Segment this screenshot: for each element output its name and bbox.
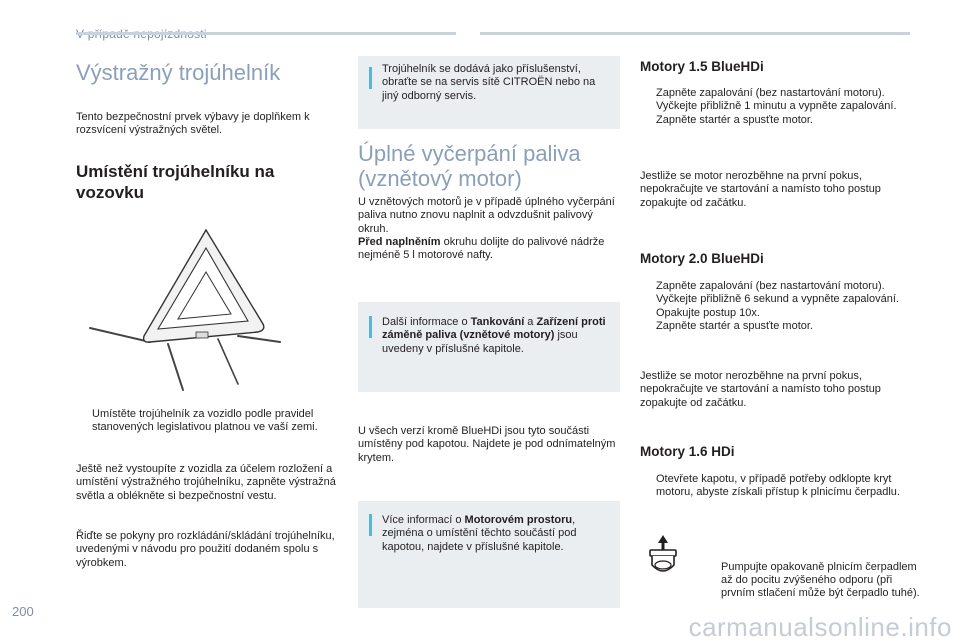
list-item-text: Opakujte postup 10x. — [656, 306, 760, 319]
note-text — [382, 514, 616, 554]
list-item — [640, 100, 902, 113]
header-rule-right — [480, 32, 910, 35]
list-item-text: Zapněte startér a spusťte motor. — [656, 113, 813, 126]
list-item-text: Zapněte zapalování (bez nastartování motoru). — [656, 87, 885, 99]
list-item-text: Pumpujte opakovaně plnicím čerpadlem až do pocitu zvýšeného odporu (při prvním stlačení může být čerpadlo tuhé). — [721, 560, 920, 600]
paragraph-instructions: Řiďte se pokyny pro rozkládání/skládání trojúhelníku, uvedenými v návodu pro použití dodaném spolu s výrobkem. — [76, 530, 335, 569]
text-before-refill: okruhu dolijte do palivové nádrže nejméně 5 l motorové nafty. — [358, 236, 605, 262]
note-text-part: , zejména o umístění těchto součástí pod kapotou, najdete v příslušné kapitole. — [382, 514, 577, 553]
note-accent-bar — [369, 514, 372, 536]
list-item — [640, 320, 902, 333]
subtitle-line-2: vozovku — [76, 183, 145, 202]
heading-engine-20-bluehdi: Motory 2.0 BlueHDi — [640, 251, 764, 266]
note-link-refuelling[interactable]: Tankování — [470, 316, 525, 328]
list-engine-15 — [640, 87, 902, 127]
note-text-part: Více informací o — [382, 514, 465, 526]
list-item — [640, 280, 902, 293]
list-engine-16 — [640, 473, 902, 500]
paragraph-retry-15: Jestliže se motor nerozběhne na první pokus, nepokračujte ve startování a namísto toho postup zopakujte od začátku. — [640, 170, 881, 209]
list-item-place-triangle — [76, 408, 358, 435]
hand-pump-icon — [646, 533, 680, 579]
note-box-engine-compartment — [358, 501, 620, 608]
note-text — [382, 316, 616, 356]
subtitle-placement — [76, 161, 346, 203]
list-item — [640, 293, 902, 306]
heading-engine-15-bluehdi: Motory 1.5 BlueHDi — [640, 59, 764, 74]
paragraph-retry-20: Jestliže se motor nerozběhne na první pokus, nepokračujte ve startování a namísto toho postup zopakujte od začátku. — [640, 370, 881, 409]
list-item — [640, 87, 902, 100]
list-item-text: Umístěte trojúhelník za vozidlo podle pravidel stanovených legislativou platnou ve vaší zemi. — [92, 408, 318, 434]
list-item — [640, 307, 902, 320]
list-engine-20 — [640, 280, 902, 333]
heading-engine-16-hdi: Motory 1.6 HDi — [640, 444, 735, 459]
list-item — [640, 114, 902, 127]
title-fuel-exhaustion — [358, 141, 628, 191]
note-link-engine-compartment[interactable]: Motorovém prostoru — [464, 514, 573, 526]
note-link-misfuel-prevention[interactable]: Zařízení proti záměně paliva (vznětové motory) — [382, 316, 606, 342]
title-line-2: (vznětový motor) — [358, 166, 522, 191]
list-item-text: Zapněte startér a spusťte motor. — [656, 319, 813, 332]
note-text-part: Další informace o — [382, 316, 471, 328]
list-item — [640, 473, 902, 500]
subtitle-line-1: Umístění trojúhelníku na — [76, 162, 275, 181]
warning-triangle-illustration — [88, 224, 283, 394]
bold-before-refill: Před naplněním — [358, 236, 441, 248]
header-rule-left — [76, 32, 456, 35]
note-accent-bar — [369, 316, 372, 338]
list-item-pump — [705, 561, 921, 601]
list-item-text: Otevřete kapotu, v případě potřeby odklopte kryt motoru, abyste získali přístup k plnicímu čerpadlu. — [656, 473, 900, 499]
note-box-refuelling — [358, 302, 620, 392]
paragraph-diesel-refill: U vznětových motorů je v případě úplného vyčerpání paliva nutno znovu naplnit a odvzdušnit palivový okruh. — [358, 196, 615, 235]
list-item-text: Zapněte zapalování (bez nastartování motoru). — [656, 280, 885, 292]
page-number: 200 — [12, 604, 34, 619]
note-text-part: a — [524, 316, 537, 328]
list-item-text: Vyčkejte přibližně 6 sekund a vypněte zapalování. — [656, 293, 899, 306]
title-warning-triangle: Výstražný trojúhelník — [76, 60, 281, 85]
note-accent-bar — [369, 67, 372, 89]
note-text: Trojúhelník se dodává jako příslušenství, obraťte se na servis sítě CITROËN nebo na jiný odborný servis. — [382, 63, 596, 102]
paragraph-components-location: U všech verzí kromě BlueHDi jsou tyto součásti umístěny pod kapotou. Najdete je pod odnímatelným krytem. — [358, 425, 616, 464]
note-text-part: jsou uvedeny v příslušné kapitole. — [382, 329, 578, 355]
intro-text: Tento bezpečnostní prvek výbavy je doplňkem k rozsvícení výstražných světel. — [76, 111, 310, 137]
title-line-1: Úplné vyčerpání paliva — [358, 141, 581, 166]
paragraph-before-exit: Ještě než vystoupíte z vozidla za účelem rozložení a umístění výstražného trojúhelníku, zapněte výstražná světla a oblékněte si bezpečnostní vestu. — [76, 463, 336, 502]
note-box-accessory — [358, 56, 620, 129]
list-item-text: Vyčkejte přibližně 1 minutu a vypněte zapalování. — [656, 100, 897, 113]
watermark: carmanualsonline.info — [688, 612, 952, 642]
paragraph-before-refill — [358, 236, 616, 263]
